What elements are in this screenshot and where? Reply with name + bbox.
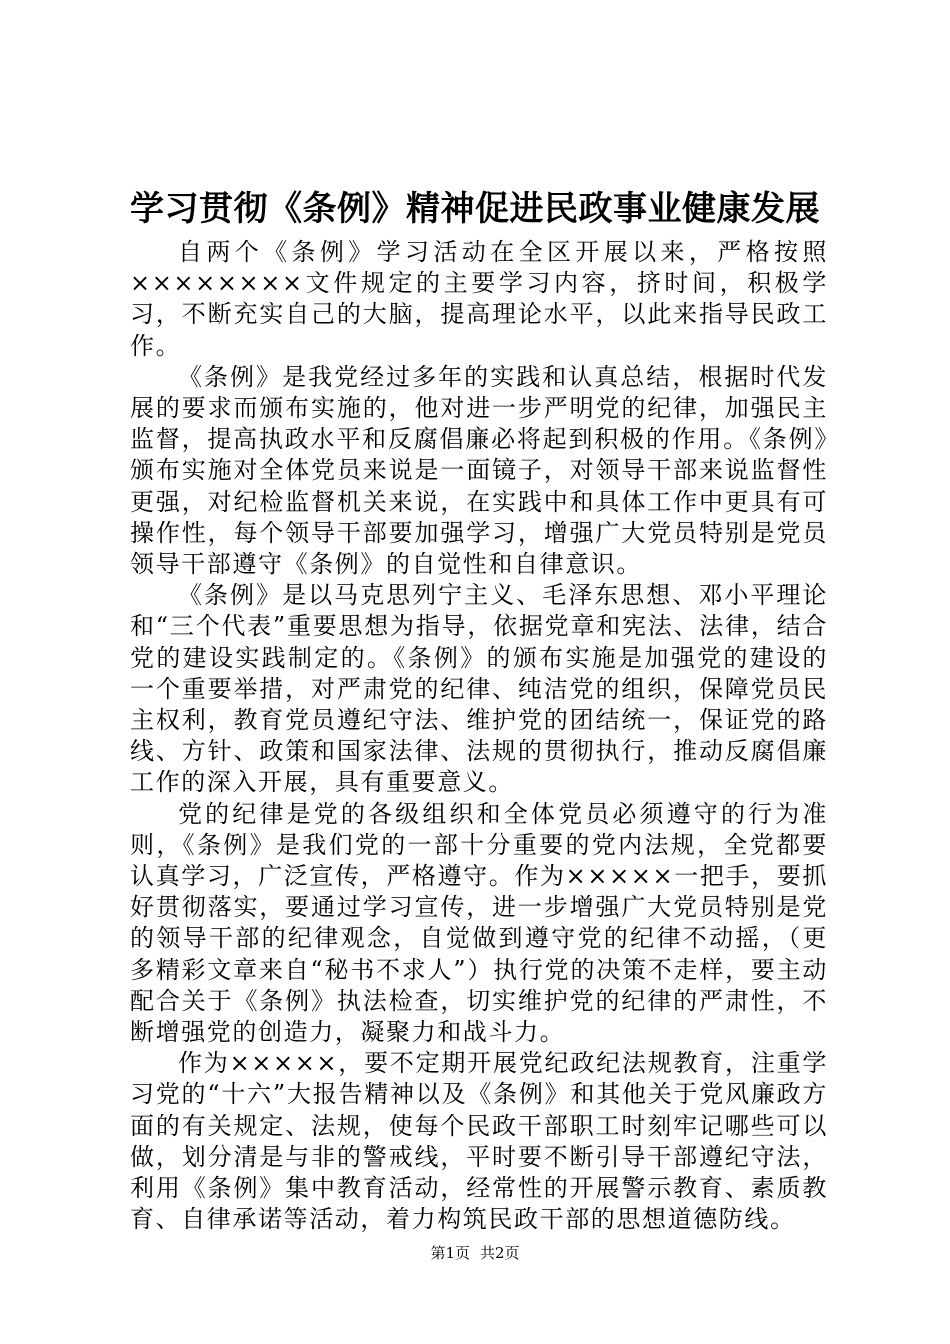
page-number: 第1页	[430, 1244, 470, 1262]
document-title: 学习贯彻《条例》精神促进民政事业健康发展	[130, 189, 820, 229]
page-total: 共2页	[480, 1244, 520, 1262]
document-body	[130, 237, 828, 1236]
page-footer	[0, 1243, 950, 1263]
paragraph-3: 《条例》是以马克思列宁主义、毛泽东思想、邓小平理论和“三个代表”重要思想为指导，依据党章和宪法、法律，结合党的建设实践制定的。《条例》的颁布实施是加强党的建设的一个重要举措，对严肃党的纪律、纯洁党的组织，保障党员民主权利，教育党员遵纪守法、维护党的团结统一，保证党的路线、方针、政策和国家法律、法规的贯彻执行，推动反腐倡廉工作的深入开展，具有重要意义。	[130, 581, 828, 797]
paragraph-2: 《条例》是我党经过多年的实践和认真总结，根据时代发展的要求而颁布实施的，他对进一步严明党的纪律，加强民主监督，提高执政水平和反腐倡廉必将起到积极的作用。《条例》颁布实施对全体党员来说是一面镜子，对领导干部来说监督性更强，对纪检监督机关来说，在实践中和具体工作中更具有可操作性，每个领导干部要加强学习，增强广大党员特别是党员领导干部遵守《条例》的自觉性和自律意识。	[130, 362, 828, 579]
paragraph-5: 作为×××××，要不定期开展党纪政纪法规教育，注重学习党的“十六”大报告精神以及《条例》和其他关于党风廉政方面的有关规定、法规，使每个民政干部职工时刻牢记哪些可以做，划分清是与非的警戒线，平时要不断引导干部遵纪守法，利用《条例》集中教育活动，经常性的开展警示教育、素质教育、自律承诺等活动，着力构筑民政干部的思想道德防线。	[130, 1049, 828, 1234]
paragraph-1: 自两个《条例》学习活动在全区开展以来，严格按照××××××××文件规定的主要学习内容，挤时间，积极学习，不断充实自己的大脑，提高理论水平，以此来指导民政工作。	[130, 238, 828, 360]
paragraph-4: 党的纪律是党的各级组织和全体党员必须遵守的行为准则，《条例》是我们党的一部十分重要的党内法规，全党都要认真学习，广泛宣传，严格遵守。作为×××××一把手，要抓好贯彻落实，要通过学习宣传，进一步增强广大党员特别是党的领导干部的纪律观念，自觉做到遵守党的纪律不动摇，（更多精彩文章来自“秘书不求人”）执行党的决策不走样，要主动配合关于《条例》执法检查，切实维护党的纪律的严肃性，不断增强党的创造力，凝聚力和战斗力。	[130, 799, 828, 1047]
